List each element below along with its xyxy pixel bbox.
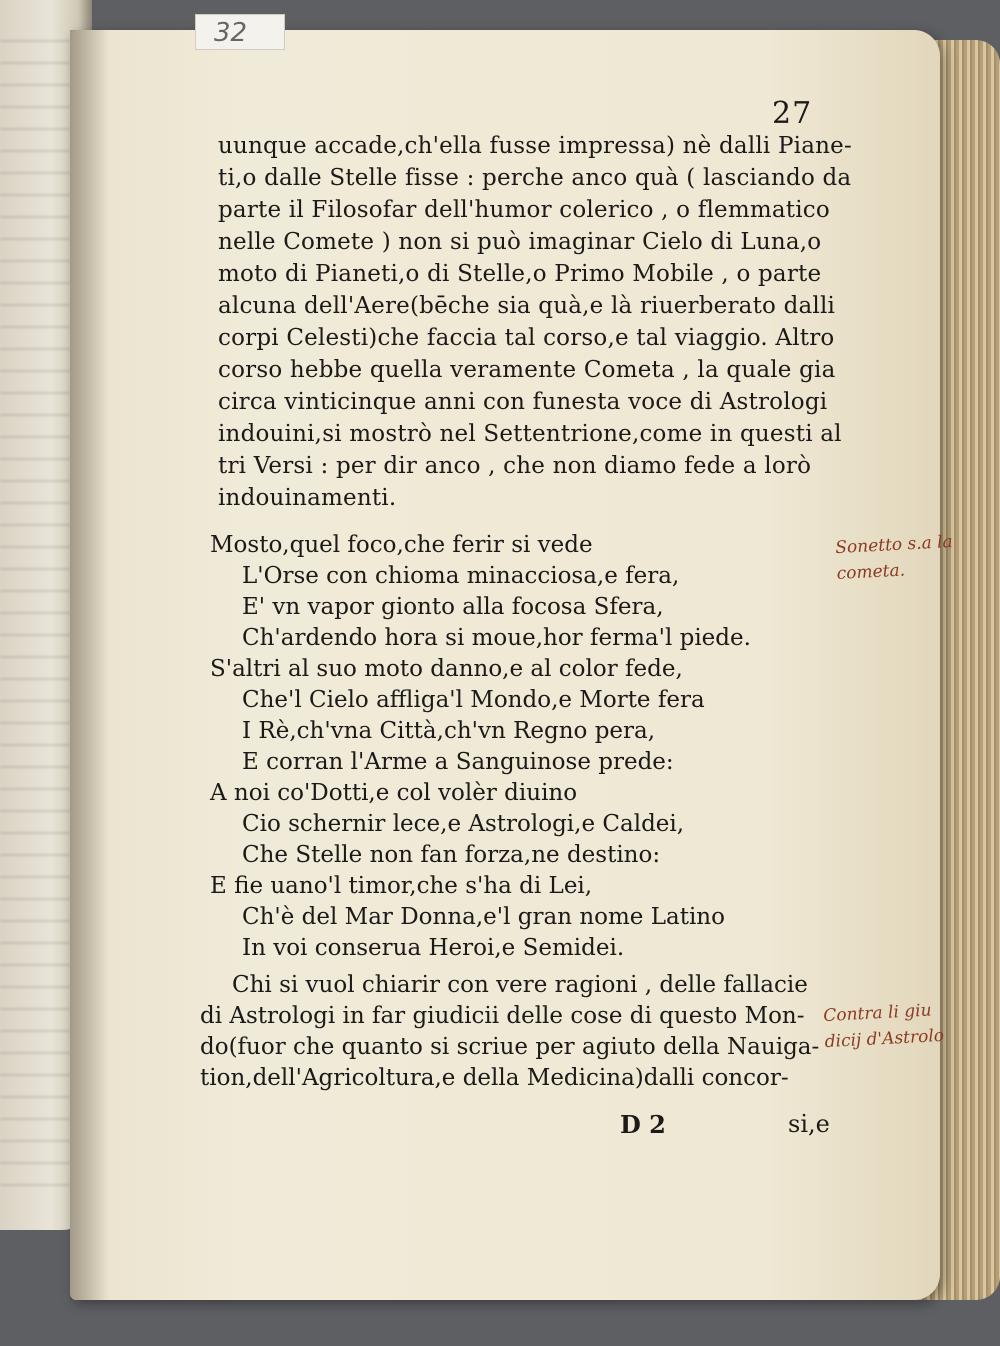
verse-line: Cio schernir lece,e Astrologi,e Caldei, [242,811,685,837]
verse-line: E corran l'Arme a Sanguinose prede: [242,749,674,775]
prose-line: tion,dell'Agricoltura,e della Medicina)dalli concor- [200,1065,789,1091]
annotation-line: cometa. [836,560,906,585]
prose-line: nelle Comete ) non si può imaginar Cielo di Luna,o [218,229,822,255]
marginal-annotation [835,529,955,587]
prose-line: do(fuor che quanto si scriue per agiuto della Nauiga- [200,1034,820,1060]
verse-line: I Rè,ch'vna Città,ch'vn Regno pera, [242,718,656,744]
prose-line: corso hebbe quella veramente Cometa , la quale gia [218,357,836,383]
shelf-tab-label: 32 [195,14,285,50]
prose-block [218,130,858,514]
prose-line: corpi Celesti)che faccia tal corso,e tal viaggio. Altro [218,325,835,351]
prose-line: ti,o dalle Stelle fisse : perche anco quà ( lasciando da [218,165,852,191]
verse-line: In voi conserua Heroi,e Semidei. [242,935,625,961]
verse-line: Che'l Cielo affliga'l Mondo,e Morte fera [242,687,705,713]
page-footer [0,1110,1000,1150]
prose-line: alcuna dell'Aere(bēche sia quà,e là riuerberato dalli [218,293,836,319]
verse-line: A noi co'Dotti,e col volèr diuino [210,780,578,806]
prose-line: tri Versi : per dir anco , che non diamo fede a lorò [218,453,812,479]
annotation-line: Sonetto s.a la [834,531,954,559]
prose-line: moto di Pianeti,o di Stelle,o Primo Mobile , o parte [218,261,822,287]
verse-line: E fie uano'l timor,che s'ha di Lei, [210,873,593,899]
prose-line: di Astrologi in far giudicii delle cose di questo Mon- [200,1003,805,1029]
annotation-line: Contra li giu [822,1000,933,1027]
verse-line: Ch'ardendo hora si moue,hor ferma'l piede. [242,625,751,651]
prose-line: parte il Filosofar dell'humor colerico , o flemmatico [218,197,830,223]
sonnet [210,530,810,964]
signature-mark: D 2 [620,1110,666,1139]
verse-line: Mosto,quel foco,che ferir si vede [210,532,593,558]
prose-line: indouini,si mostrò nel Settentrione,come in questi al [218,421,842,447]
prose-line: Chi si vuol chiarir con vere ragioni , delle fallacie [232,972,808,998]
verse-line: E' vn vapor gionto alla focosa Sfera, [242,594,664,620]
bleed-through-text [0,40,70,1190]
annotation-line: dicij d'Astrolo [824,1025,945,1053]
page-number: 27 [772,96,813,131]
verse-line: Che Stelle non fan forza,ne destino: [242,842,661,868]
prose-line: uunque accade,ch'ella fusse impressa) nè dalli Piane- [218,133,852,159]
verse-line: S'altri al suo moto danno,e al color fede, [210,656,683,682]
verse-line: L'Orse con chioma minacciosa,e fera, [242,563,680,589]
prose-line: circa vinticinque anni con funesta voce di Astrologi [218,389,828,415]
prose-line: indouinamenti. [218,485,397,511]
catchword: si,e [788,1110,830,1138]
marginal-annotation [823,997,945,1055]
closing-paragraph [200,970,840,1094]
verse-line: Ch'è del Mar Donna,e'l gran nome Latino [242,904,725,930]
